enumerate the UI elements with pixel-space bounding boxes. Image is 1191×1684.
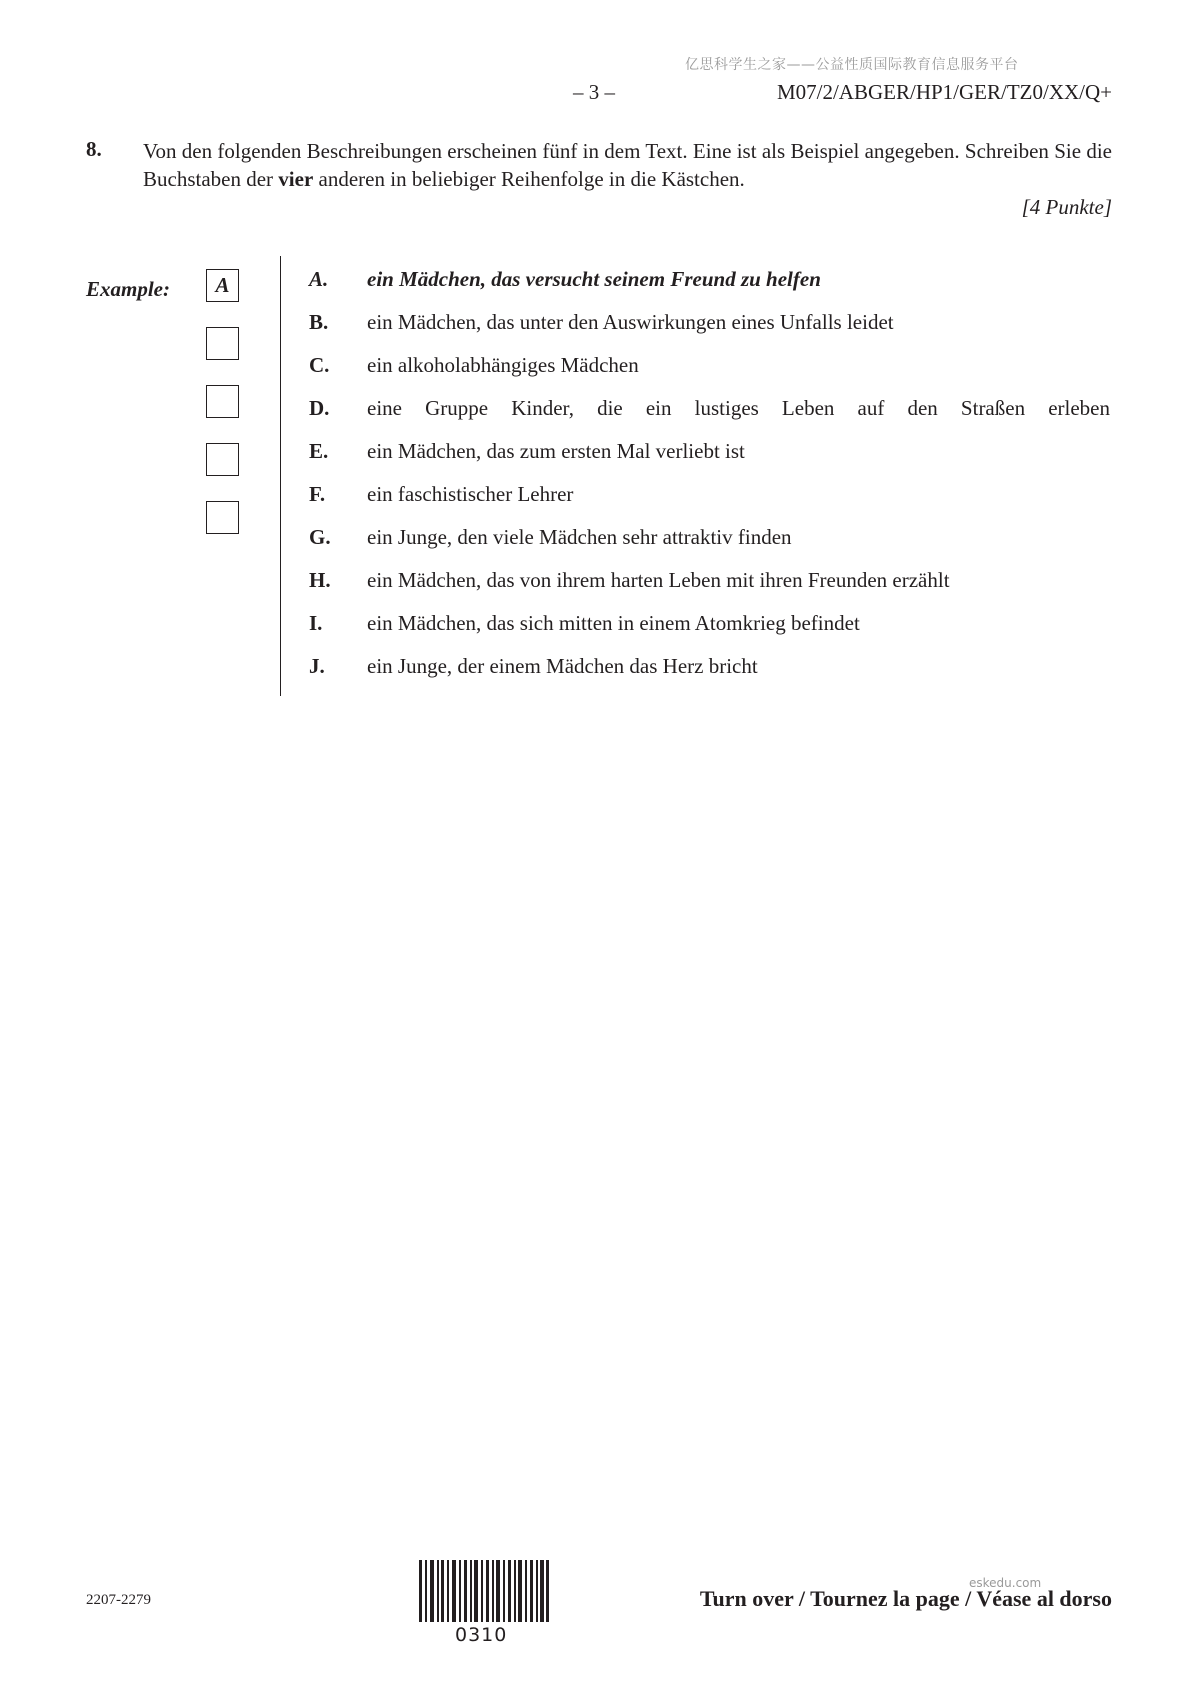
footer-watermark: eskedu.com [969,1576,1042,1590]
option-text: ein Mädchen, das unter den Auswirkungen eines Unfalls leidet [367,310,894,334]
exam-code: M07/2/ABGER/HP1/GER/TZ0/XX/Q+ [776,80,1112,104]
example-label: Example: [86,277,170,301]
question-text [143,137,1112,193]
header-watermark: 亿思科学生之家——公益性质国际教育信息服务平台 [685,57,1019,73]
turn-over-text: Turn over / Tournez la page / Véase al dorso [699,1586,1112,1611]
question-text-part2: anderen in beliebiger Reihenfolge in die Kästchen. [313,167,745,191]
option-letter: H. [309,568,331,592]
question-number: 8. [86,137,102,161]
option-text: ein Mädchen, das sich mitten in einem Atomkrieg befindet [367,611,860,635]
barcode [419,1560,549,1622]
question-text-part1: Von den folgenden Beschreibungen erscheinen fünf in dem Text. Eine ist als Beispiel angegeben. Schreiben Sie die Buchstaben der [143,139,1112,191]
option-text: ein Junge, der einem Mädchen das Herz bricht [367,654,758,678]
answer-box-4[interactable] [206,501,239,534]
option-text: ein Mädchen, das von ihrem harten Leben mit ihren Freunden erzählt [367,568,950,592]
option-text: ein alkoholabhängiges Mädchen [367,353,639,377]
option-text: eine Gruppe Kinder, die ein lustiges Leben auf den Straßen erleben [367,396,1110,420]
barcode-number: 0310 [455,1624,508,1646]
option-text: ein faschistischer Lehrer [367,482,574,506]
option-letter: B. [309,310,329,334]
answer-box-1[interactable] [206,327,239,360]
vertical-divider [280,256,281,696]
option-letter: I. [309,611,323,635]
option-letter: E. [309,439,329,463]
option-text: ein Mädchen, das versucht seinem Freund zu helfen [367,267,821,291]
option-letter: C. [309,353,330,377]
option-text: ein Mädchen, das zum ersten Mal verliebt ist [367,439,745,463]
footer-code: 2207-2279 [86,1592,151,1608]
answer-box-3[interactable] [206,443,239,476]
question-text-bold: vier [278,167,314,191]
page-number: – 3 – [573,80,615,104]
option-letter: J. [309,654,325,678]
option-text: ein Junge, den viele Mädchen sehr attraktiv finden [367,525,792,549]
example-answer-box: A [206,269,239,302]
option-letter: G. [309,525,331,549]
option-letter: D. [309,396,330,420]
question-points: [4 Punkte] [1021,195,1112,219]
option-letter: A. [309,267,329,291]
option-letter: F. [309,482,326,506]
answer-box-2[interactable] [206,385,239,418]
